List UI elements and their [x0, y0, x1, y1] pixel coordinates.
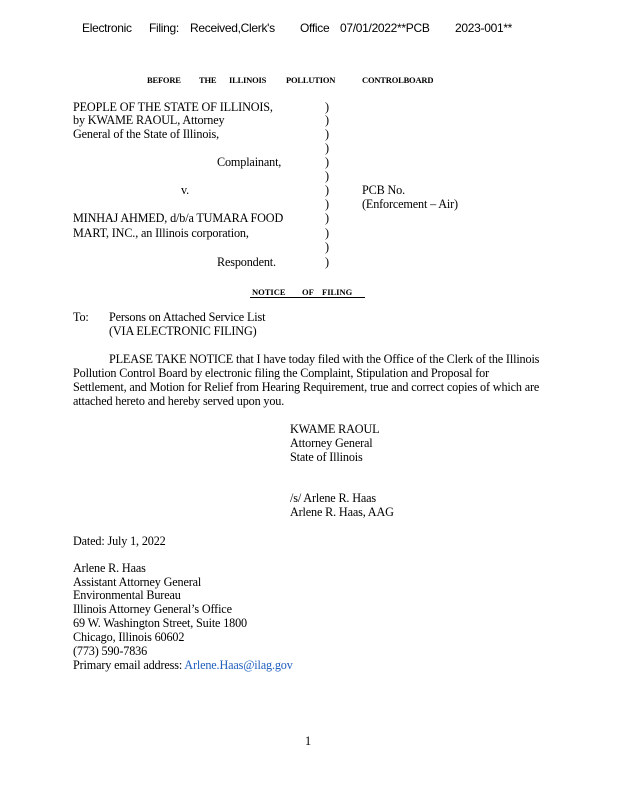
contact-title: Assistant Attorney General	[73, 575, 202, 589]
respondent-name-line-2: MART, INC., an Illinois corporation,	[73, 226, 249, 240]
header-date-pcb: 07/01/2022**PCB	[340, 21, 430, 35]
caption-paren: )	[325, 226, 330, 240]
notice-title-notice: NOTICE	[252, 287, 286, 297]
board-title-pollution: POLLUTION	[286, 75, 336, 85]
caption-paren: )	[325, 169, 330, 183]
caption-paren: )	[325, 255, 330, 269]
header-office: Office	[300, 21, 330, 35]
notice-title-underline	[250, 297, 365, 298]
board-title-controlboard: CONTROLBOARD	[362, 75, 434, 85]
electronic-signature: /s/ Arlene R. Haas	[290, 491, 376, 505]
board-title-illinois: ILLINOIS	[229, 75, 267, 85]
notice-title-filing: FILING	[322, 287, 353, 297]
caption-paren: )	[325, 155, 330, 169]
email-label: Primary email address:	[73, 658, 185, 672]
contact-street: 69 W. Washington Street, Suite 1800	[73, 616, 247, 630]
caption-paren: )	[325, 113, 330, 127]
respondent-name-line-1: MINHAJ AHMED, d/b/a TUMARA FOOD	[73, 211, 284, 225]
header-electronic: Electronic	[82, 21, 132, 35]
caption-paren: )	[325, 211, 330, 225]
recipient-line-1: Persons on Attached Service List	[109, 310, 266, 324]
versus-label: v.	[181, 183, 190, 197]
contact-email-line	[73, 659, 293, 673]
email-link[interactable]: Arlene.Haas@ilag.gov	[184, 658, 293, 672]
body-line: Pollution Control Board by electronic filing the Complaint, Stipulation and Proposal for	[73, 366, 490, 380]
body-line: attached hereto and hereby served upon you.	[73, 394, 285, 408]
enforcement-label: (Enforcement – Air)	[362, 197, 458, 211]
contact-city: Chicago, Illinois 60602	[73, 630, 185, 644]
contact-name: Arlene R. Haas	[73, 561, 146, 575]
caption-paren: )	[325, 141, 330, 155]
to-label: To:	[73, 310, 89, 324]
complainant-name-line-3: General of the State of Illinois,	[73, 127, 219, 141]
caption-paren: )	[325, 127, 330, 141]
complainant-name-line-1: PEOPLE OF THE STATE OF ILLINOIS,	[73, 100, 273, 114]
signer-name: Arlene R. Haas, AAG	[290, 505, 394, 519]
header-case-number: 2023-001**	[455, 21, 513, 35]
caption-paren: )	[325, 197, 330, 211]
recipient-line-2: (VIA ELECTRONIC FILING)	[109, 324, 257, 338]
dated-line: Dated: July 1, 2022	[73, 534, 166, 548]
pcb-number-label: PCB No.	[362, 183, 405, 197]
signatory-title: Attorney General	[290, 436, 373, 450]
caption-paren: )	[325, 100, 330, 114]
page-number: 1	[305, 734, 311, 748]
board-title-before: BEFORE	[147, 75, 181, 85]
contact-bureau: Environmental Bureau	[73, 588, 181, 602]
header-received: Received,Clerk's	[190, 21, 275, 35]
signatory-state: State of Illinois	[290, 450, 363, 464]
caption-paren: )	[325, 240, 330, 254]
complainant-name-line-2: by KWAME RAOUL, Attorney	[73, 113, 225, 127]
body-line: Settlement, and Motion for Relief from Hearing Requirement, true and correct copies of which are	[73, 380, 540, 394]
header-filing: Filing:	[149, 21, 179, 35]
board-title-the: THE	[199, 75, 217, 85]
complainant-label: Complainant,	[217, 155, 282, 169]
caption-paren: )	[325, 183, 330, 197]
body-line: PLEASE TAKE NOTICE that I have today filed with the Office of the Clerk of the Illinois	[109, 352, 540, 366]
respondent-label: Respondent.	[217, 255, 276, 269]
contact-phone: (773) 590-7836	[73, 644, 148, 658]
contact-office: Illinois Attorney General’s Office	[73, 602, 232, 616]
signatory-name: KWAME RAOUL	[290, 422, 380, 436]
notice-title-of: OF	[302, 287, 314, 297]
